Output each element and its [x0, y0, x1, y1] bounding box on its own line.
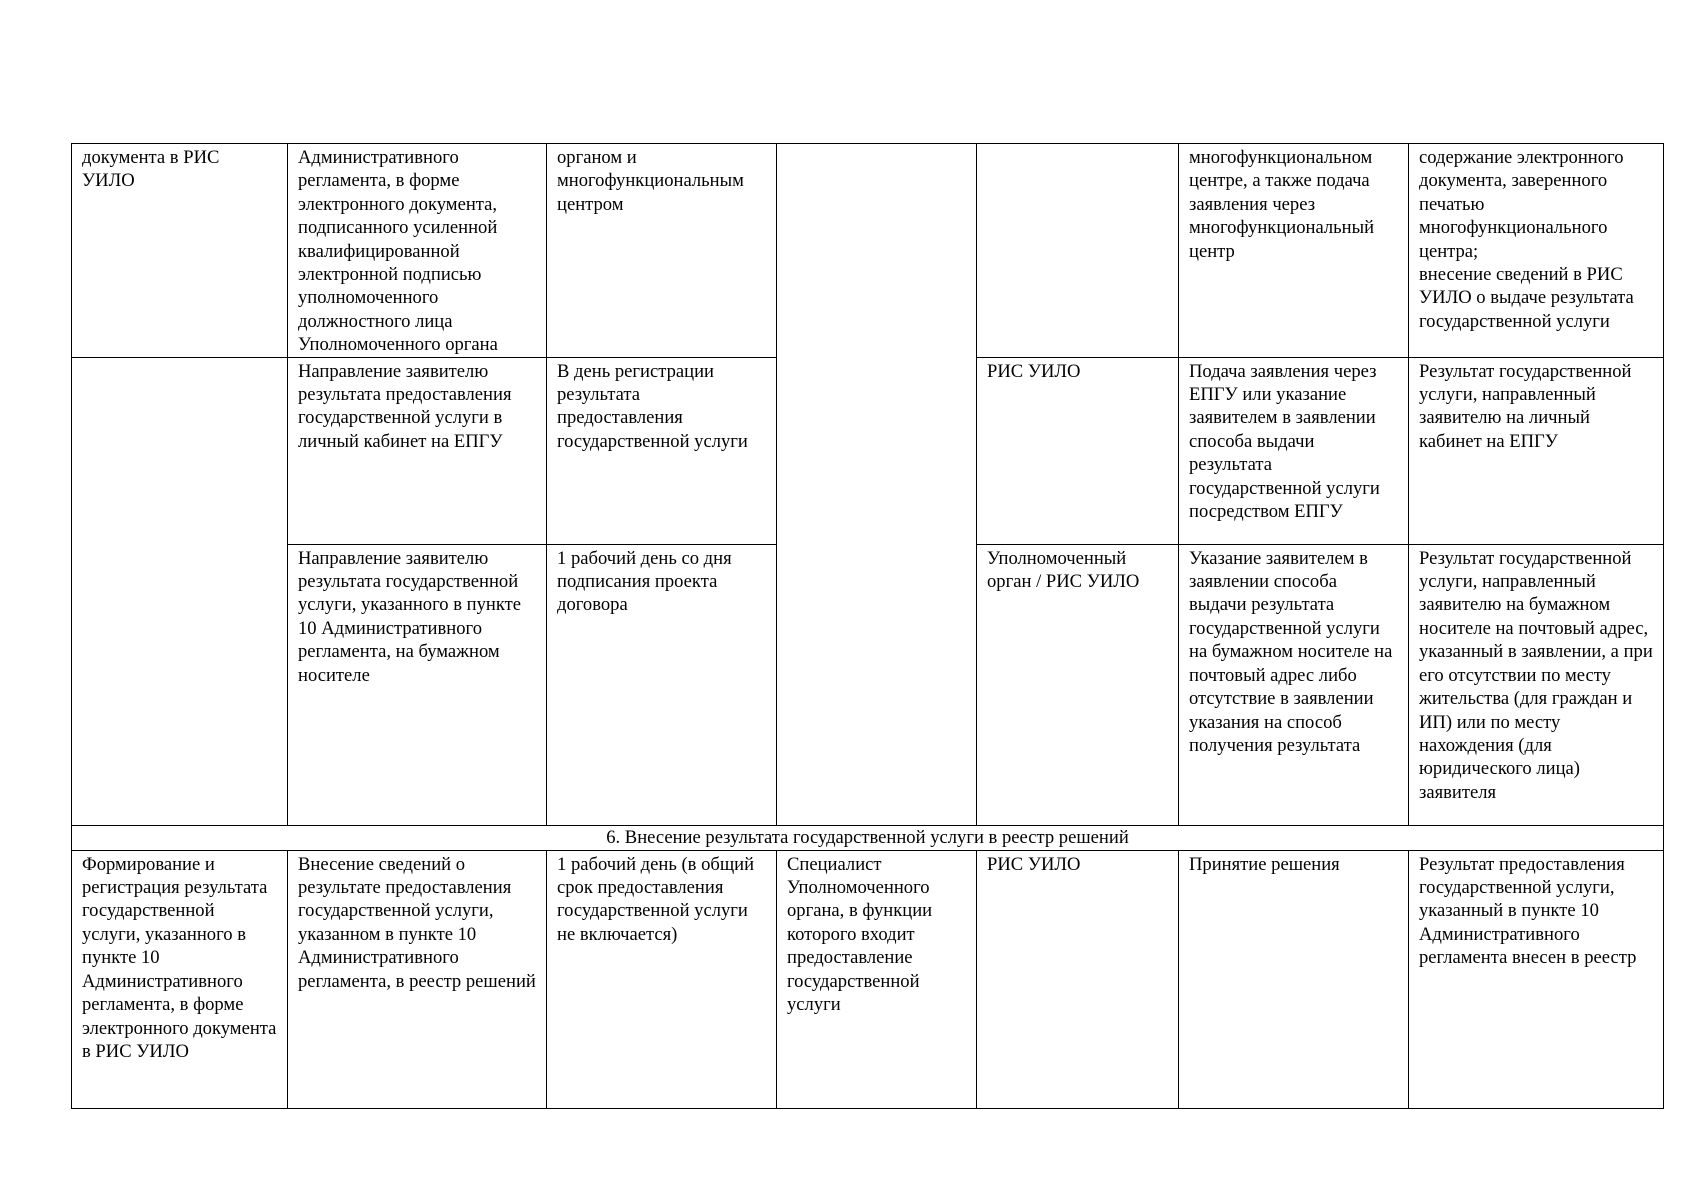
table-cell: Результат государственной услуги, направленный заявителю на личный кабинет на ЕПГУ [1409, 357, 1664, 544]
table-cell: Уполномоченный орган / РИС УИЛО [977, 544, 1179, 825]
table-cell: Специалист Уполномоченного органа, в функции которого входит предоставление государственной услуги [777, 850, 977, 1108]
section-heading: 6. Внесение результата государственной услуги в реестр решений [72, 825, 1664, 850]
table-row [72, 850, 1664, 1108]
table-cell: Формирование и регистрация результата государственной услуги, указанного в пункте 10 Административного регламента, в форме электронного документа в РИС УИЛО [72, 850, 288, 1108]
table-cell: 1 рабочий день (в общий срок предоставления государственной услуги не включается) [547, 850, 777, 1108]
table-cell: Направление заявителю результата государственной услуги, указанного в пункте 10 Административного регламента, на бумажном носителе [288, 544, 547, 825]
table-cell-merged [777, 144, 977, 826]
table-cell: Результат предоставления государственной услуги, указанный в пункте 10 Административного регламента внесен в реестр [1409, 850, 1664, 1108]
table-cell: органом и многофункциональным центром [547, 144, 777, 358]
table-cell: РИС УИЛО [977, 850, 1179, 1108]
table-cell: Внесение сведений о результате предоставления государственной услуги, указанном в пункте 10 Административного регламента, в реестр решений [288, 850, 547, 1108]
table-cell: 1 рабочий день со дня подписания проекта договора [547, 544, 777, 825]
table-cell: Направление заявителю результата предоставления государственной услуги в личный кабинет на ЕПГУ [288, 357, 547, 544]
table-cell: РИС УИЛО [977, 357, 1179, 544]
section-header-row [72, 825, 1664, 850]
table-cell [977, 144, 1179, 358]
table-cell: документа в РИС УИЛО [72, 144, 288, 358]
table-cell: многофункциональном центре, а также подача заявления через многофункциональный центр [1179, 144, 1409, 358]
procedure-table [71, 143, 1664, 1109]
table-cell: Подача заявления через ЕПГУ или указание заявителем в заявлении способа выдачи результата государственной услуги посредством ЕПГУ [1179, 357, 1409, 544]
table-cell: Указание заявителем в заявлении способа выдачи результата государственной услуги на бумажном носителе на почтовый адрес либо отсутствие в заявлении указания на способ получения результата [1179, 544, 1409, 825]
table-cell: содержание электронного документа, заверенного печатью многофункционального центра; внесение сведений в РИС УИЛО о выдаче результата государственной услуги [1409, 144, 1664, 358]
table-cell: Принятие решения [1179, 850, 1409, 1108]
table-cell-merged [72, 357, 288, 825]
table-cell: Административного регламента, в форме электронного документа, подписанного усиленной квалифицированной электронной подписью уполномоченного должностного лица Уполномоченного органа [288, 144, 547, 358]
table-cell: В день регистрации результата предоставления государственной услуги [547, 357, 777, 544]
table-row [72, 144, 1664, 358]
table-cell: Результат государственной услуги, направленный заявителю на бумажном носителе на почтовый адрес, указанный в заявлении, а при его отсутствии по месту жительства (для граждан и ИП) или по месту нахождения (для юридического лица) заявителя [1409, 544, 1664, 825]
